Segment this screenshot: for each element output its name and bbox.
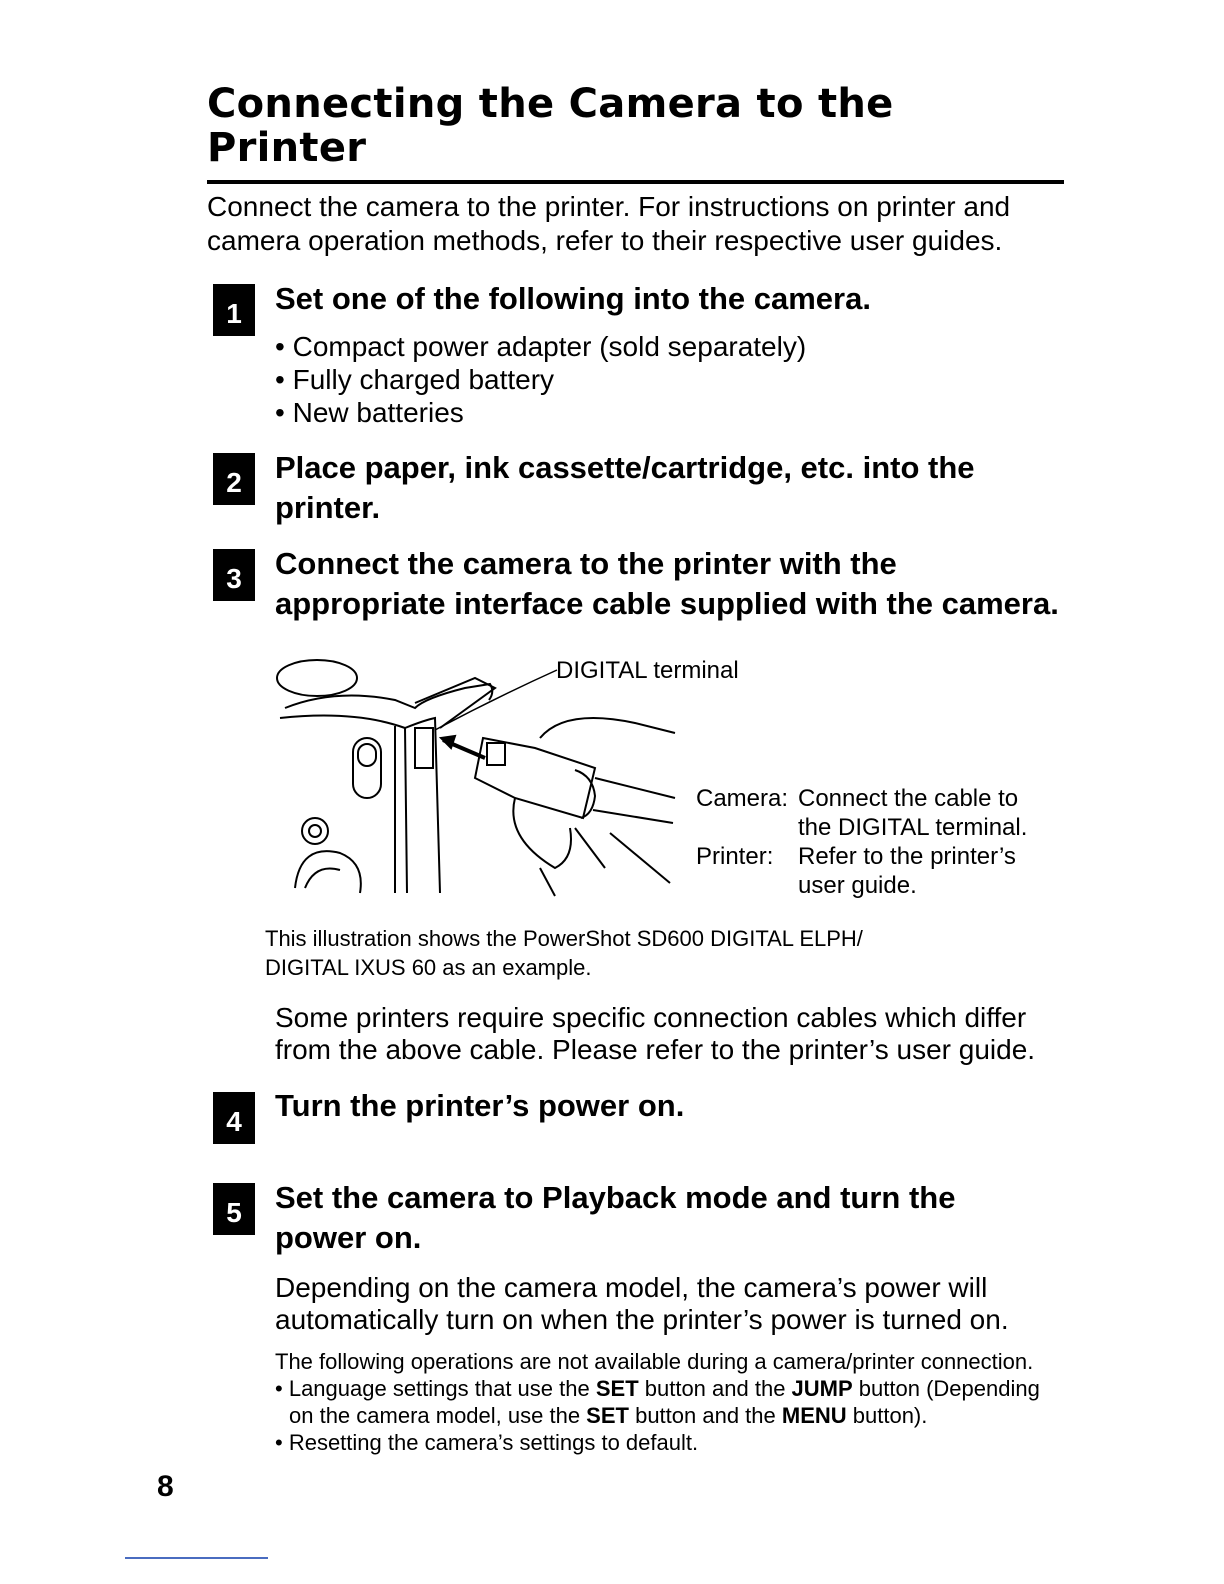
step-title-2: Place paper, ink cassette/cartridge, etc. into the printer. [275, 450, 975, 525]
intro-paragraph: Connect the camera to the printer. For instructions on printer and camera operation methods, refer to their respective user guides. [207, 191, 1011, 256]
cable-note: Some printers require specific connection cables which differ from the above cable. Please refer to the printer’s user guide. [275, 1002, 1036, 1065]
page-title [207, 82, 1107, 170]
operations-note-intro: The following operations are not available during a camera/printer connection. [275, 1349, 1034, 1374]
printer-callout-text-1: Refer to the printer’s [798, 843, 1016, 870]
step-title-1: Set one of the following into the camera. [275, 281, 871, 316]
page-title-line1: Connecting the Camera to the [207, 81, 894, 127]
step-title-5: Set the camera to Playback mode and turn the power on. [275, 1180, 956, 1255]
button-icon [302, 818, 328, 844]
printer-callout-text-2: user guide. [798, 872, 917, 899]
illustration-caption-line1: This illustration shows the PowerShot SD600 DIGITAL ELPH/ [265, 926, 863, 951]
camera-callout-text-1: Connect the cable to [798, 785, 1019, 812]
printer-callout-label: Printer: [696, 843, 774, 870]
step-number-3: 3 [213, 549, 255, 601]
step-1-bullet-list [275, 330, 806, 429]
step-5-body: Depending on the camera model, the camera’s power will automatically turn on when the printer’s power is turned on. [275, 1272, 1009, 1335]
list-item: • Compact power adapter (sold separately) [275, 330, 806, 363]
mode-switch-icon [353, 738, 381, 798]
finger-icon [513, 798, 571, 868]
footer-line [125, 1557, 268, 1559]
operations-note [275, 1348, 1055, 1456]
page-title-line2: Printer [207, 125, 367, 171]
title-rule [207, 180, 1064, 184]
step-number-4: 4 [213, 1092, 255, 1144]
list-item: • New batteries [275, 396, 806, 429]
camera-callout-label: Camera: [696, 785, 789, 812]
step-number-1: 1 [213, 284, 255, 336]
list-item: • Language settings that use the SET button and the JUMP button (Depending on the camera model, use the SET button and the MENU button). [275, 1375, 1055, 1429]
illustration-caption-line2: DIGITAL IXUS 60 as an example. [265, 955, 592, 980]
step-title-4: Turn the printer’s power on. [275, 1088, 685, 1123]
step-title-3: Connect the camera to the printer with the appropriate interface cable supplied with the camera. [275, 546, 1059, 621]
step-number-5: 5 [213, 1183, 255, 1235]
camera-callout-text-2: the DIGITAL terminal. [798, 814, 1028, 841]
camera-cable-illustration [275, 648, 695, 898]
mode-dial-icon [277, 660, 357, 696]
list-item: • Fully charged battery [275, 363, 806, 396]
digital-terminal-label: DIGITAL terminal [556, 657, 739, 684]
page-number: 8 [157, 1470, 174, 1503]
list-item: • Resetting the camera’s settings to default. [275, 1429, 1055, 1456]
step-number-2: 2 [213, 453, 255, 505]
